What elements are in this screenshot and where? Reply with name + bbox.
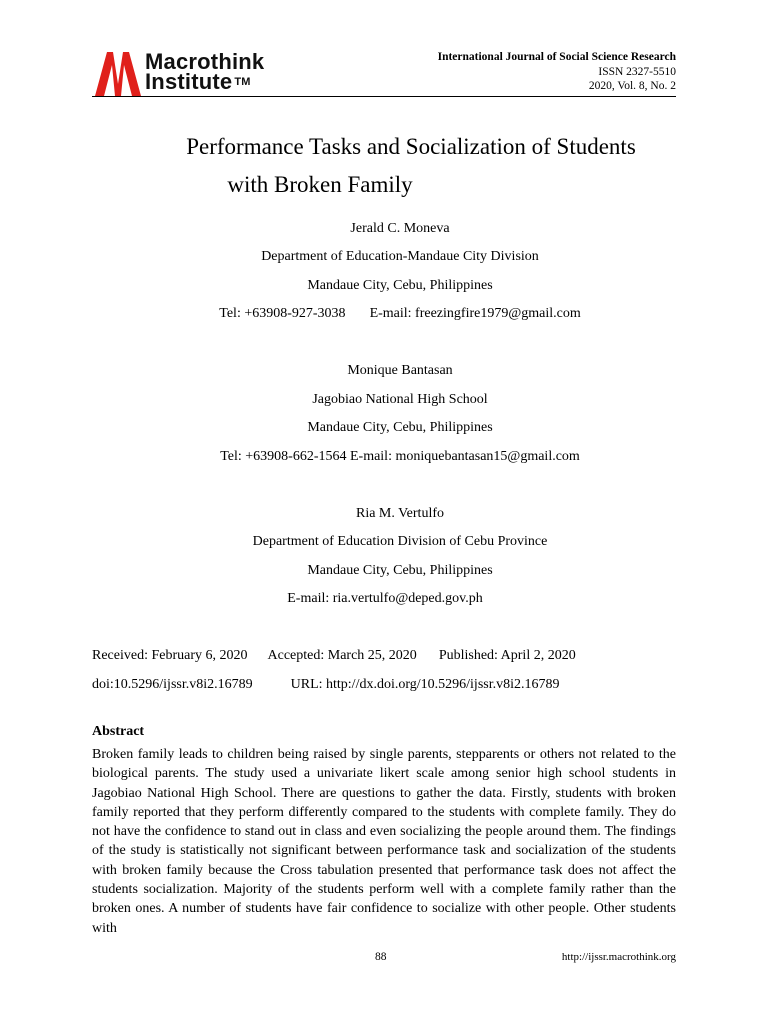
logo-trademark: TM <box>234 76 251 88</box>
publication-dates <box>92 647 576 665</box>
macrothink-logo <box>95 49 295 96</box>
header-divider <box>92 96 676 97</box>
author-2-affiliation: Jagobiao National High School <box>312 392 488 407</box>
abstract-text: Broken family leads to children being raised by single parents, stepparents or others not related to the biological parents. The study used a univariate likert scale among senior high school students in Jagobiao National High School. There are questions to gather the data. Firstly, students with broken family reported that they perform differently compared to the students with complete family. They do not have the confidence to stand out in class and even socializing the people around them. The findings of the study is statistically not significant between performance task and socialization of the students with broken family because the Cross tabulation presented that performance task does not affect the students socialization. Majority of the students perform well with a complete family rather than the broken ones. A number of students have fair confidence to socialize with other people. Other students with <box>92 747 676 936</box>
accepted-date: Accepted: March 25, 2020 <box>267 648 417 663</box>
author-1-email[interactable]: E-mail: freezingfire1979@gmail.com <box>369 306 581 321</box>
logo-text-line2: Institute <box>145 69 233 94</box>
doi[interactable]: doi:10.5296/ijssr.v8i2.16789 <box>92 677 253 692</box>
macrothink-logo-mark-icon <box>95 52 141 96</box>
paper-title <box>92 128 708 204</box>
author-1-tel: Tel: +63908-927-3038 <box>219 306 346 321</box>
author-3-affiliation: Department of Education Division of Cebu Province <box>252 534 548 549</box>
author-1-affiliation: Department of Education-Mandaue City Division <box>261 249 539 264</box>
author-1-name: Jerald C. Moneva <box>350 221 450 236</box>
page-number: 88 <box>375 951 387 963</box>
author-2-name: Monique Bantasan <box>347 363 453 378</box>
paper-title-line2: with Broken Family <box>227 172 413 197</box>
journal-volume: 2020, Vol. 8, No. 2 <box>588 80 676 92</box>
author-2-contact[interactable]: Tel: +63908-662-1564 E-mail: moniquebantasan15@gmail.com <box>220 449 580 464</box>
received-date: Received: February 6, 2020 <box>92 648 248 663</box>
published-date: Published: April 2, 2020 <box>438 648 576 663</box>
journal-info <box>438 50 676 94</box>
author-1-contact <box>92 305 708 323</box>
footer-url[interactable]: http://ijssr.macrothink.org <box>561 951 676 963</box>
article-url[interactable]: URL: http://dx.doi.org/10.5296/ijssr.v8i2.16789 <box>290 677 560 692</box>
journal-name: International Journal of Social Science Research <box>437 51 676 63</box>
author-3-location: Mandaue City, Cebu, Philippines <box>307 563 493 578</box>
doi-line <box>92 676 560 694</box>
author-1-location: Mandaue City, Cebu, Philippines <box>307 278 493 293</box>
paper-title-line1: Performance Tasks and Socialization of Students <box>186 134 636 159</box>
abstract-heading: Abstract <box>92 724 145 739</box>
logo-text-line1: Macrothink <box>145 49 265 74</box>
author-2-location: Mandaue City, Cebu, Philippines <box>307 420 493 435</box>
journal-issn: ISSN 2327-5510 <box>598 65 676 78</box>
author-3-email[interactable]: E-mail: ria.vertulfo@deped.gov.ph <box>287 591 483 606</box>
author-3-name: Ria M. Vertulfo <box>355 506 444 521</box>
